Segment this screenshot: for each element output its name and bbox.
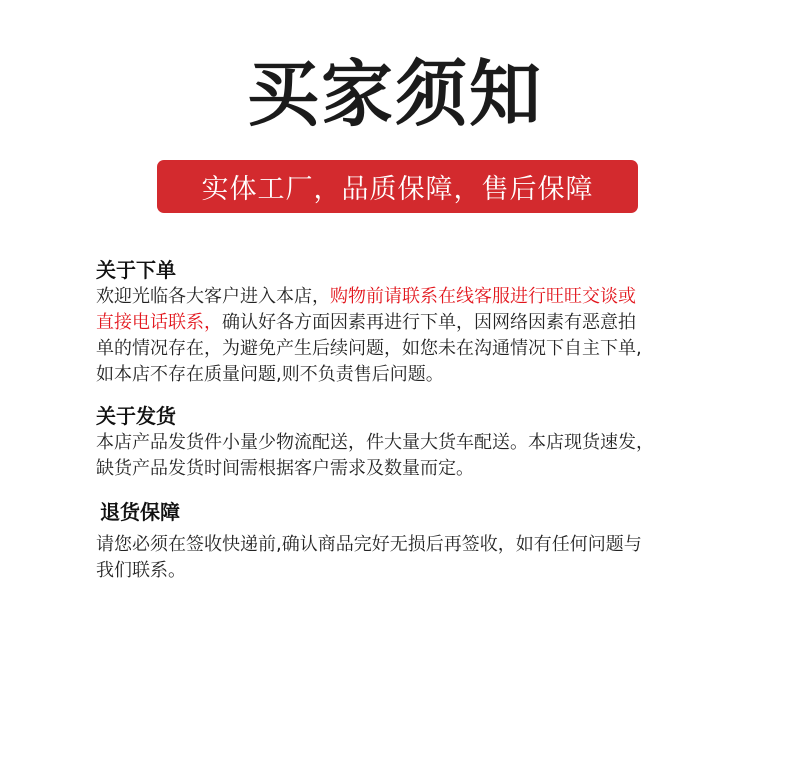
section-body-ordering [96,284,716,388]
section-title-shipping: 关于发货 [96,404,176,428]
text-span: 我们联系。 [96,560,186,581]
text-line [96,310,716,336]
slogan-banner [157,160,638,213]
section-body-returns [96,532,720,584]
page-title: 买家须知 [246,52,543,136]
slogan-banner-text: 实体工厂，品质保障，售后保障 [201,174,594,205]
section-shipping [96,402,716,482]
text-line [96,456,716,482]
highlight-text-span: 购物前请联系在线客服进行旺旺交谈或 [330,286,636,307]
text-span: 欢迎光临各大客户进入本店， [96,286,330,307]
text-line [96,532,720,558]
text-span: 单的情况存在，为避免产生后续问题，如您未在沟通情况下自主下单, [96,338,642,359]
text-line [96,284,716,310]
section-body-shipping [96,430,716,482]
section-title-returns: 退货保障 [100,500,180,524]
text-span: 缺货产品发货时间需根据客户需求及数量而定。 [96,458,474,479]
text-span: 如本店不存在质量问题,则不负责售后问题。 [96,364,444,385]
text-line [96,430,716,456]
text-line [96,558,720,584]
text-span: 本店产品发货件小量少物流配送，件大量大货车配送。本店现货速发， [96,432,654,453]
text-line [96,336,716,362]
text-line [96,362,716,388]
section-returns [96,498,720,584]
section-ordering [96,256,716,388]
highlight-text-span: 直接电话联系， [96,312,222,333]
text-span: 请您必须在签收快递前,确认商品完好无损后再签收，如有任何问题与 [96,534,642,555]
text-span: 确认好各方面因素再进行下单，因网络因素有恶意拍 [222,312,636,333]
section-title-ordering: 关于下单 [96,258,176,282]
